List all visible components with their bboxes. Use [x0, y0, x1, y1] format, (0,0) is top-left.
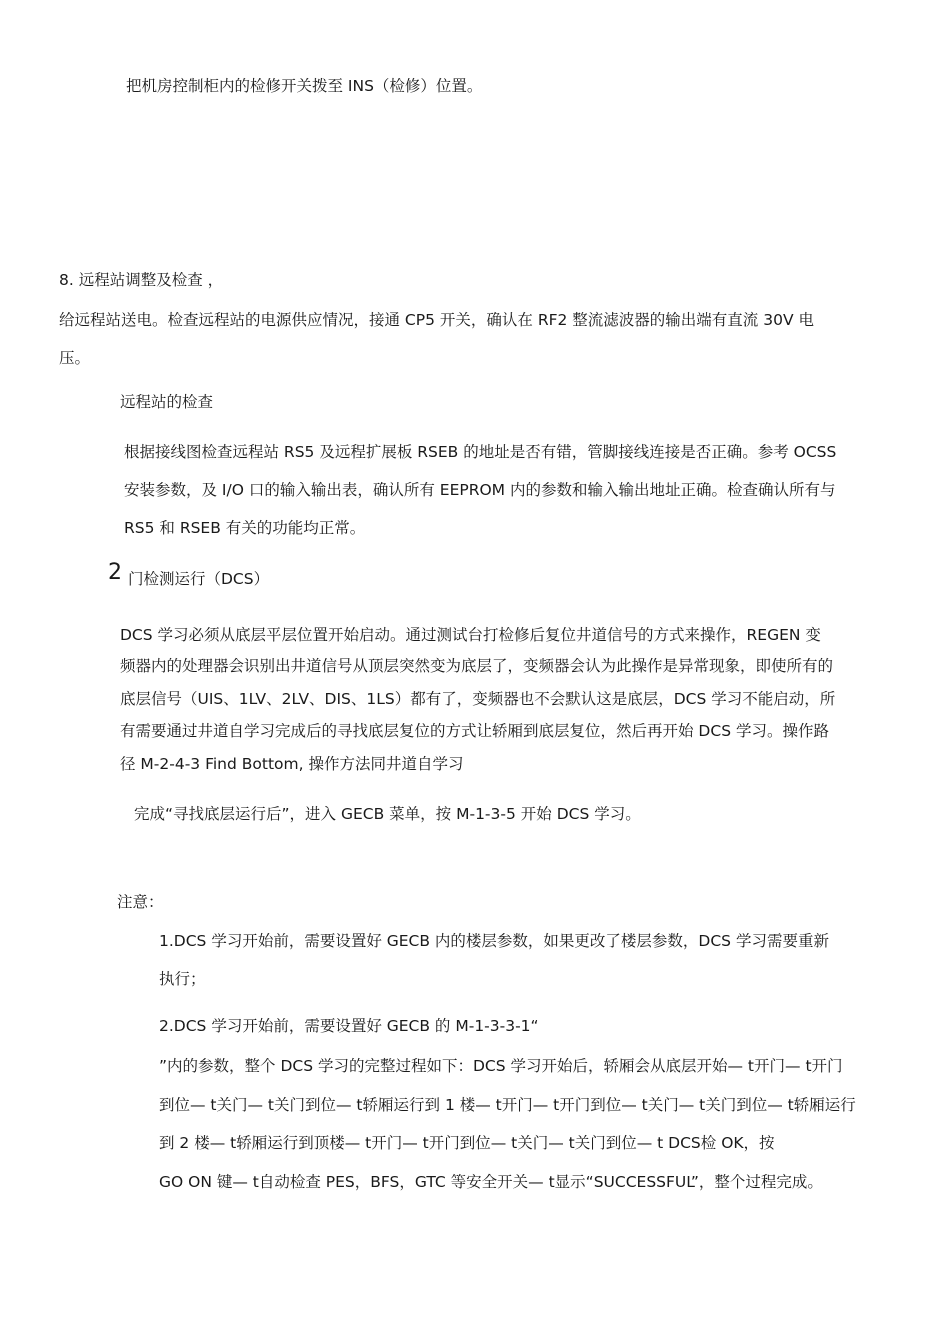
- note-item-2-line: ”内的参数，整个 DCS 学习的完整过程如下：DCS 学习开始后，轿厢会从底层开始— t开门— t开门: [159, 1057, 843, 1075]
- section-8-heading: 8. 远程站调整及检查 ，: [59, 271, 224, 289]
- section-8-para-line: 给远程站送电。检查远程站的电源供应情况，接通 CP5 开关，确认在 RF2 整流滤波器的输出端有直流 30V 电: [59, 311, 814, 329]
- note-item-1-line: 执行；: [159, 970, 206, 988]
- remote-check-para-line: 安装参数，及 I/O 口的输入输出表，确认所有 EEPROM 内的参数和输入输出地址正确。检查确认所有与: [124, 481, 836, 499]
- dcs-para-line: 底层信号（UIS、1LV、2LV、DIS、1LS）都有了，变频器也不会默认这是底层，DCS 学习不能启动，所: [120, 690, 836, 708]
- dcs-para-line: 径 M-2-4-3 Find Bottom, 操作方法同井道自学习: [120, 755, 464, 773]
- dcs-heading: 门检测运行（DCS）: [128, 570, 270, 588]
- section-8-para-line: 压。: [59, 349, 91, 367]
- note-item-2-line: GO ON 键— t自动检查 PES，BFS，GTC 等安全开关— t显示“SUCCESSFUL”，整个过程完成。: [159, 1173, 823, 1191]
- dcs-para-line: 频器内的处理器会识别出井道信号从顶层突然变为底层了，变频器会认为此操作是异常现象，即使所有的: [120, 657, 834, 675]
- remote-check-para-line: RS5 和 RSEB 有关的功能均正常。: [124, 519, 366, 537]
- dcs-para-line: DCS 学习必须从底层平层位置开始启动。通过测试台打检修后复位井道信号的方式来操作，REGEN 变: [120, 626, 821, 644]
- note-item-2-line: 到位— t关门— t关门到位— t轿厢运行到 1 楼— t开门— t开门到位— t关门— t关门到位— t轿厢运行: [159, 1096, 856, 1114]
- note-item-2-line: 2.DCS 学习开始前，需要设置好 GECB 的 M-1-3-3-1“: [159, 1017, 539, 1035]
- note-item-2-line: 到 2 楼— t轿厢运行到顶楼— t开门— t开门到位— t关门— t关门到位— t DCS检 OK，按: [159, 1134, 775, 1152]
- note-item-1-line: 1.DCS 学习开始前，需要设置好 GECB 内的楼层参数，如果更改了楼层参数，DCS 学习需要重新: [159, 932, 829, 950]
- intro-text: 把机房控制柜内的检修开关拨至 INS（检修）位置。: [126, 77, 483, 95]
- note-heading: 注意：: [117, 893, 164, 911]
- dcs-section-number: 2: [108, 560, 122, 585]
- dcs-after-text: 完成“寻找底层运行后”，进入 GECB 菜单，按 M-1-3-5 开始 DCS 学习。: [134, 805, 641, 823]
- remote-check-para-line: 根据接线图检查远程站 RS5 及远程扩展板 RSEB 的地址是否有错，管脚接线连接是否正确。参考 OCSS: [124, 443, 837, 461]
- dcs-para-line: 有需要通过井道自学习完成后的寻找底层复位的方式让轿厢到底层复位，然后再开始 DCS 学习。操作路: [120, 722, 829, 740]
- remote-check-heading: 远程站的检查: [120, 393, 214, 411]
